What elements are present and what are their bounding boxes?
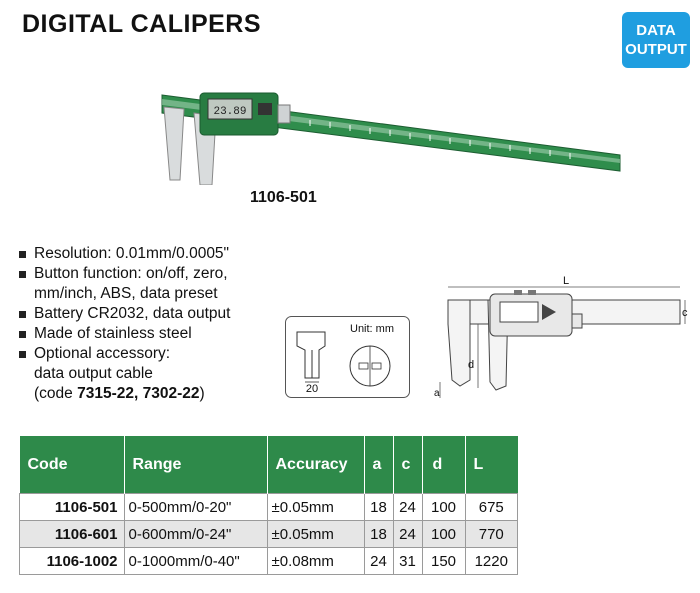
- cell-code: 1106-501: [20, 494, 125, 521]
- badge-line-2: OUTPUT: [625, 41, 687, 58]
- label-d: d: [468, 359, 475, 371]
- cell-accuracy: ±0.05mm: [267, 521, 364, 548]
- col-header: L: [465, 436, 518, 494]
- cell-d: 100: [422, 494, 465, 521]
- cell-a: 18: [364, 494, 393, 521]
- table-row: [20, 494, 518, 521]
- cell-d: 150: [422, 548, 465, 575]
- caliper-display-reading: 23.89: [213, 106, 247, 118]
- jaw-detail-drawing: [285, 316, 410, 398]
- feature-item: Optional accessory:: [18, 344, 230, 364]
- cell-L: 1220: [465, 548, 518, 575]
- feature-item-continuation: data output cable: [34, 365, 153, 382]
- cell-a: 24: [364, 548, 393, 575]
- cell-accuracy: ±0.05mm: [267, 494, 364, 521]
- cell-c: 24: [393, 494, 422, 521]
- col-header: Range: [124, 436, 267, 494]
- caliper-product-image: [150, 85, 630, 185]
- cell-c: 24: [393, 521, 422, 548]
- cell-L: 770: [465, 521, 518, 548]
- feature-codes: [18, 384, 230, 404]
- table-row: [20, 548, 518, 575]
- data-output-badge: [622, 12, 690, 68]
- codes-suffix: ): [199, 385, 205, 402]
- cell-a: 18: [364, 521, 393, 548]
- col-header: c: [393, 436, 422, 494]
- feature-list: [18, 244, 230, 404]
- label-a: a: [434, 388, 440, 399]
- spec-table: [19, 436, 518, 575]
- codes-prefix: (code: [34, 385, 78, 402]
- feature-item: Made of stainless steel: [18, 324, 230, 344]
- col-header: d: [422, 436, 465, 494]
- cell-range: 0-1000mm/0-40": [124, 548, 267, 575]
- cell-code: 1106-601: [20, 521, 125, 548]
- product-model-label: 1106-501: [250, 189, 317, 206]
- cell-d: 100: [422, 521, 465, 548]
- cell-accuracy: ±0.08mm: [267, 548, 364, 575]
- cell-code: 1106-1002: [20, 548, 125, 575]
- label-L: L: [563, 275, 570, 287]
- cell-range: 0-500mm/0-20": [124, 494, 267, 521]
- feature-item: Battery CR2032, data output: [18, 304, 230, 324]
- badge-line-1: DATA: [636, 22, 676, 39]
- feature-item: Button function: on/off, zero,: [18, 264, 230, 284]
- codes-values: 7315-22, 7302-22: [77, 385, 200, 402]
- label-c: c: [682, 307, 688, 319]
- inset-unit-label: Unit: mm: [350, 323, 394, 335]
- table-row: [20, 521, 518, 548]
- feature-item: Resolution: 0.01mm/0.0005": [18, 244, 230, 264]
- page-title: DIGITAL CALIPERS: [22, 10, 262, 38]
- feature-item-continuation: mm/inch, ABS, data preset: [34, 285, 218, 302]
- col-header: Accuracy: [267, 436, 364, 494]
- col-header: Code: [20, 436, 125, 494]
- cell-L: 675: [465, 494, 518, 521]
- inset-dimension: 20: [305, 383, 319, 395]
- cell-range: 0-600mm/0-24": [124, 521, 267, 548]
- cell-c: 31: [393, 548, 422, 575]
- dimension-schematic: [430, 270, 692, 406]
- col-header: a: [364, 436, 393, 494]
